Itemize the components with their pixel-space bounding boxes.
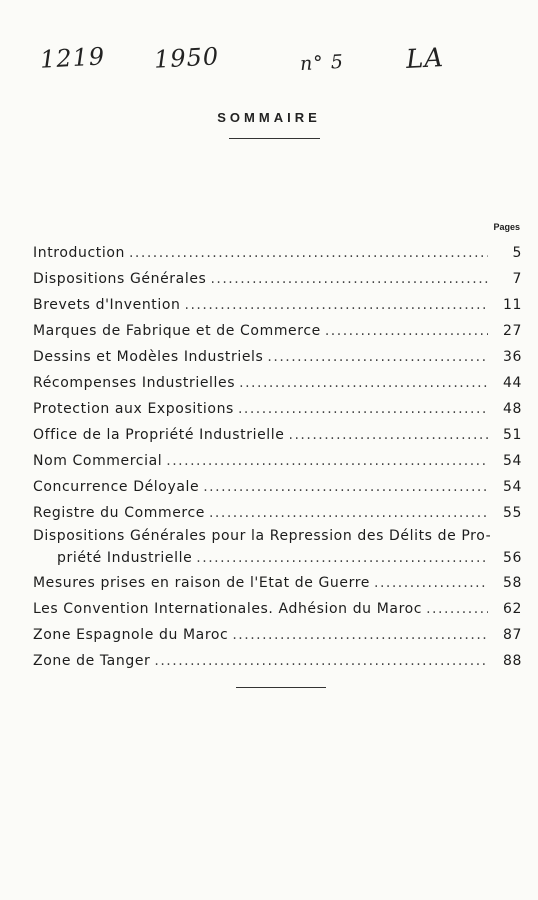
leader-dots [267,344,488,370]
leader-dots [185,292,488,318]
toc-entry-page: 11 [502,297,522,313]
toc-entry-label: Protection aux Expositions [33,401,234,417]
toc-entry [33,344,522,370]
toc-entry-page: 54 [502,453,522,469]
toc-entry-continuation [33,546,492,570]
toc-entry-page: 56 [502,550,522,566]
toc-entry-page: 27 [502,323,522,339]
toc-entry-page: 62 [502,601,522,617]
title-rule [229,138,320,139]
toc-entry [33,240,522,266]
leader-dots [238,396,488,422]
toc-entry-page: 51 [502,427,522,443]
leader-dots [210,266,488,292]
toc-entry-page: 55 [502,505,522,521]
toc-entry-page: 54 [502,479,522,495]
toc-entry-label: Concurrence Déloyale [33,479,200,495]
table-of-contents [33,240,522,674]
toc-entry-page: 48 [502,401,522,417]
handwritten-note-1: 1950 [153,42,220,74]
toc-entry-label: Les Convention Internationales. Adhésion du Maroc [33,601,423,617]
leader-dots [374,570,488,596]
toc-entry-label: Mesures prises en raison de l'Etat de Guerre [33,575,370,591]
toc-entry-page: 88 [502,653,522,669]
leader-dots [196,546,488,570]
toc-entry-page: 36 [502,349,522,365]
leader-dots [289,422,488,448]
toc-entry [33,648,522,674]
toc-entry [33,526,522,570]
handwritten-note-3: LA [405,43,445,75]
leader-dots [325,318,488,344]
toc-entry-label: Dessins et Modèles Industriels [33,349,264,365]
toc-entry-label: Dispositions Générales pour la Repression des Délits de Pro- [33,528,492,544]
toc-entry [33,570,522,596]
leader-dots [203,474,488,500]
toc-entry-label: Registre du Commerce [33,505,205,521]
toc-entry-page: 7 [512,271,522,287]
leader-dots [232,622,488,648]
toc-entry [33,370,522,396]
closing-rule [236,687,326,688]
toc-entry-page: 87 [502,627,522,643]
toc-entry-text [33,526,492,570]
page-title: SOMMAIRE [217,110,321,125]
toc-entry-label: Brevets d'Invention [33,297,181,313]
toc-entry [33,448,522,474]
toc-entry-label: Zone Espagnole du Maroc [33,627,229,643]
toc-entry [33,474,522,500]
leader-dots [239,370,488,396]
toc-entry [33,500,522,526]
toc-entry [33,396,522,422]
toc-entry [33,596,522,622]
toc-entry-page: 44 [502,375,522,391]
toc-entry [33,622,522,648]
toc-entry-page: 58 [502,575,522,591]
handwritten-note-0: 1219 [39,42,106,74]
toc-entry-label: Marques de Fabrique et de Commerce [33,323,321,339]
toc-entry-label: Récompenses Industrielles [33,375,236,391]
leader-dots [426,596,488,622]
toc-entry-page: 5 [512,245,522,261]
toc-entry-label: Nom Commercial [33,453,163,469]
pages-column-header: Pages [493,222,520,232]
toc-entry [33,422,522,448]
handwritten-note-2: n° 5 [299,50,345,76]
toc-entry-label: Office de la Propriété Industrielle [33,427,285,443]
toc-entry [33,318,522,344]
toc-entry-label-cont: priété Industrielle [57,550,193,566]
leader-dots [209,500,488,526]
leader-dots [154,648,488,674]
leader-dots [129,240,488,266]
toc-entry [33,266,522,292]
toc-entry-label: Zone de Tanger [33,653,151,669]
toc-entry [33,292,522,318]
toc-entry-label: Dispositions Générales [33,271,207,287]
toc-entry-label: Introduction [33,245,125,261]
leader-dots [166,448,488,474]
